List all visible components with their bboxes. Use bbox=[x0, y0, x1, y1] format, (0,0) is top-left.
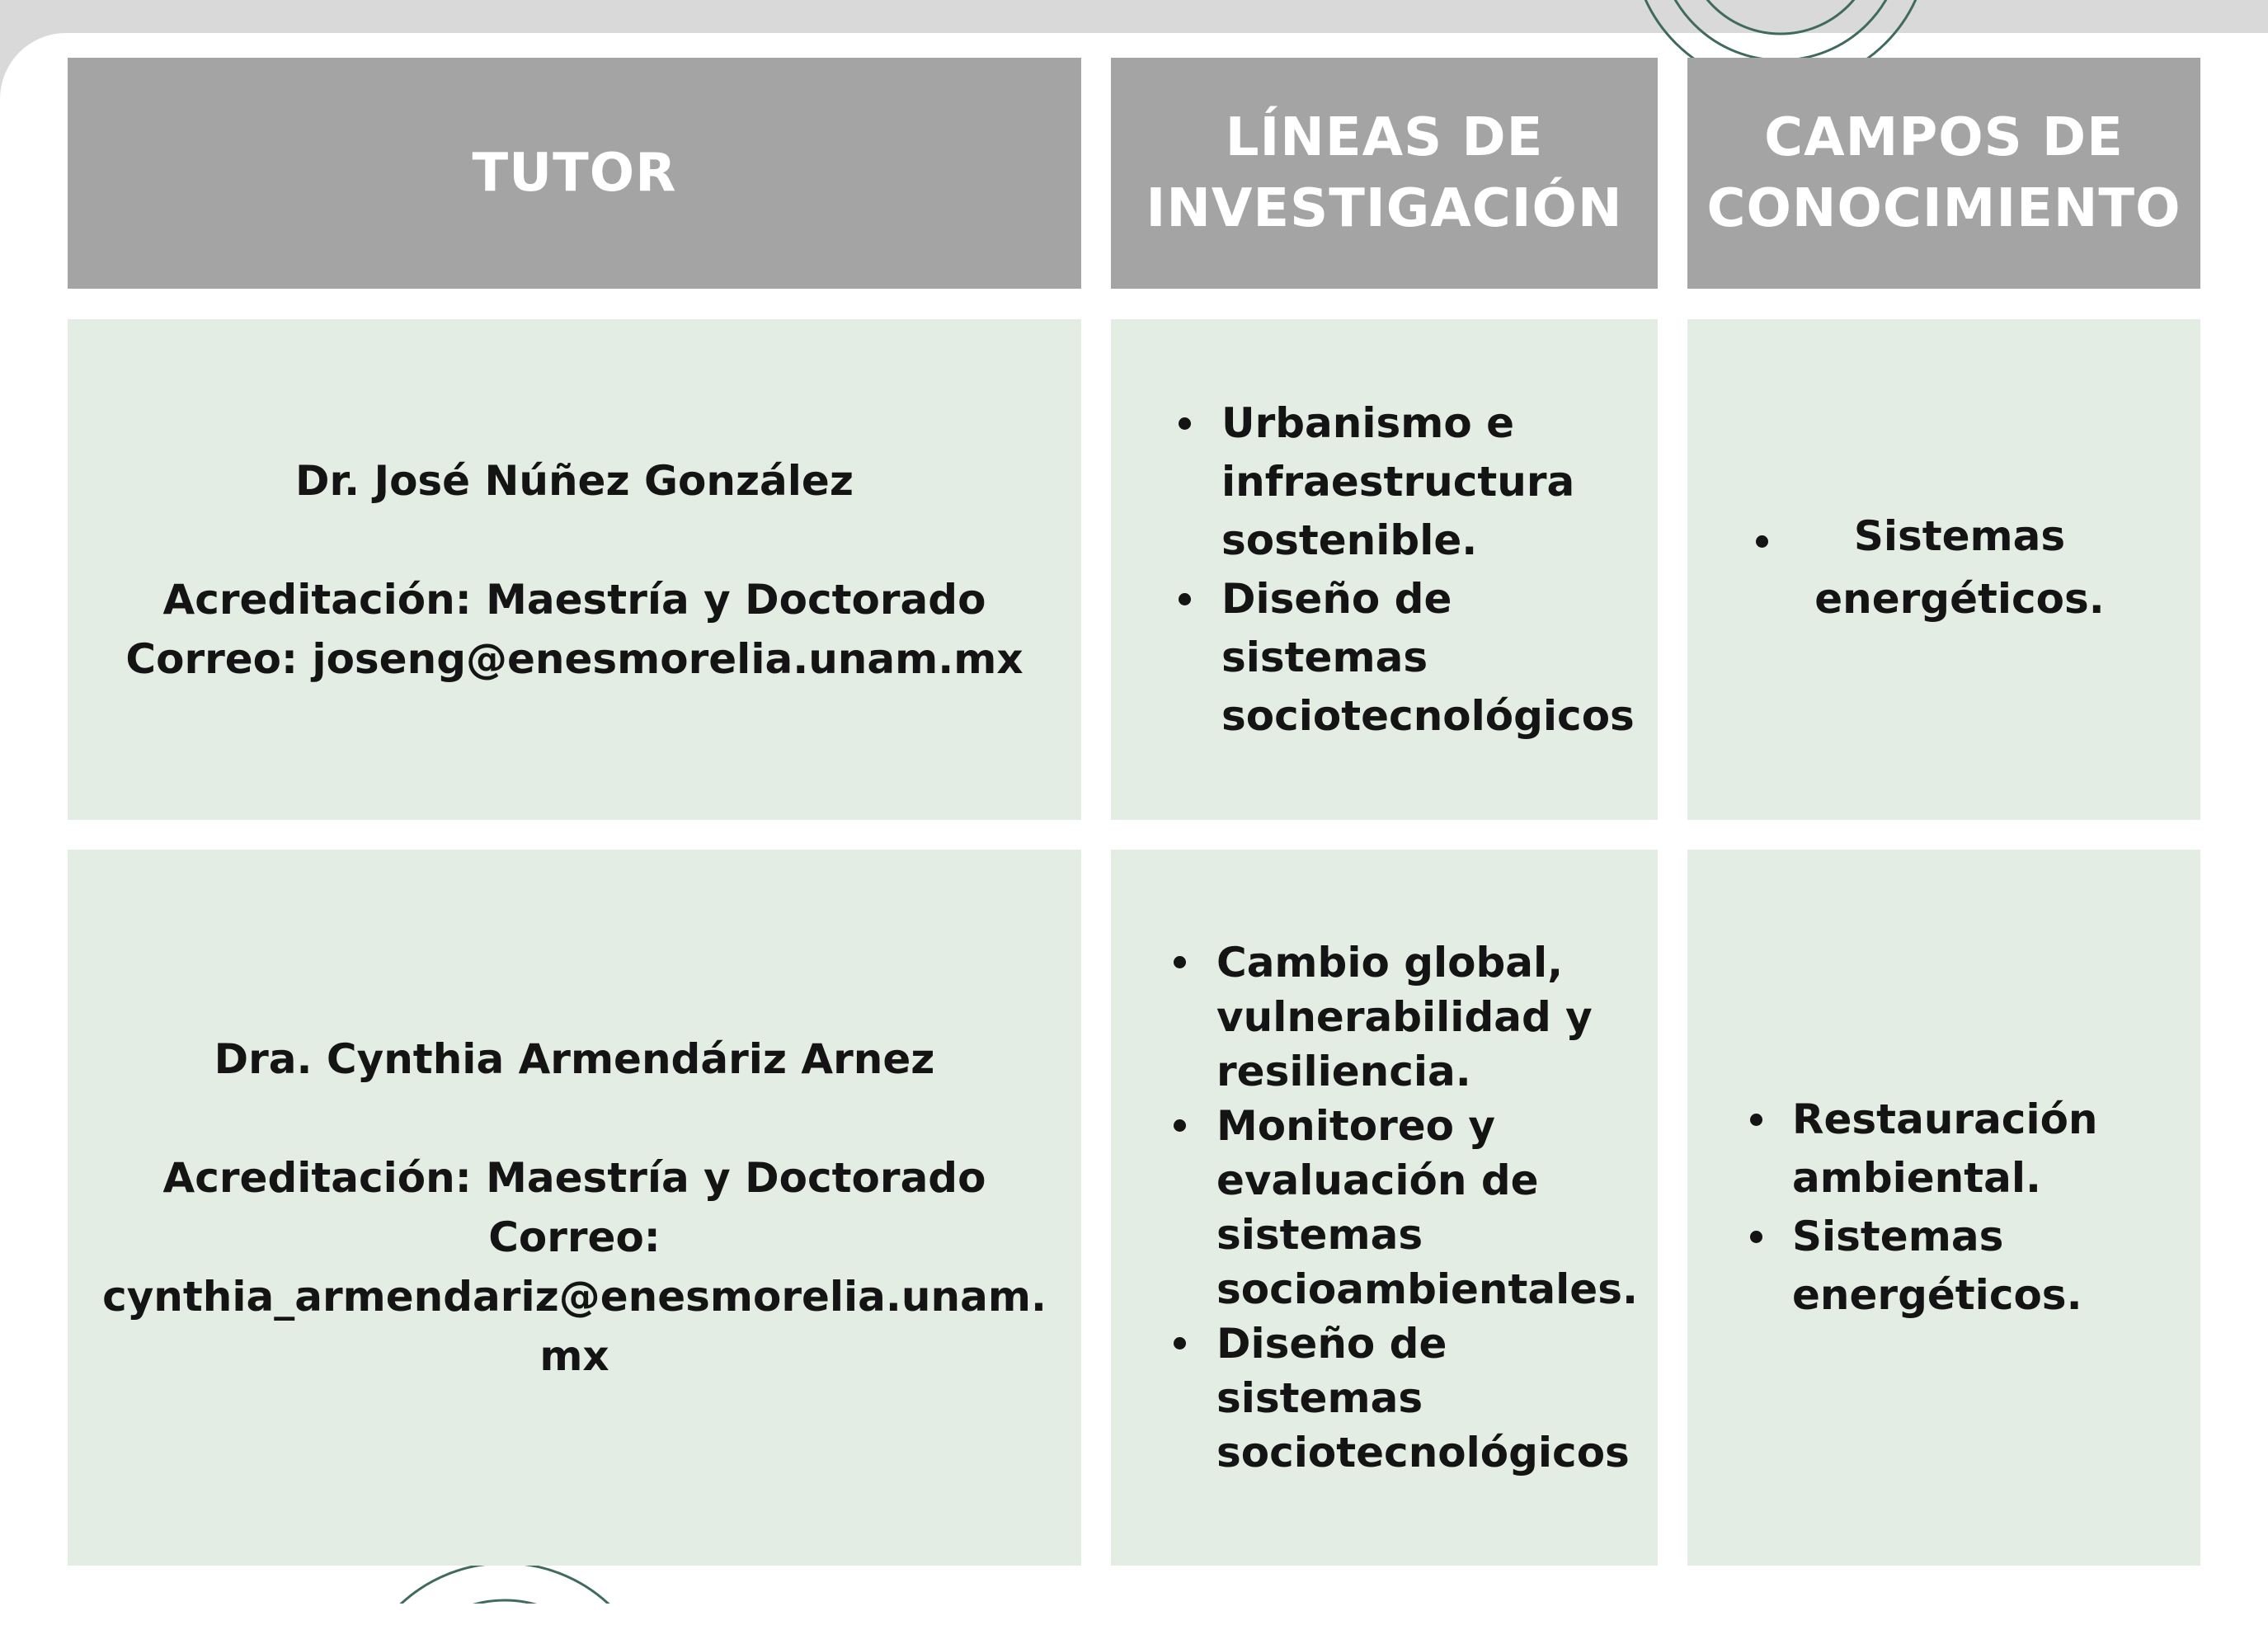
row-1-tutor-cell bbox=[68, 319, 1081, 820]
knowledge-fields-list bbox=[1792, 1090, 2098, 1325]
knowledge-field-item bbox=[1792, 1090, 2098, 1208]
list-item-line: Urbanismo e bbox=[1221, 398, 1515, 447]
list-item-line: energéticos. bbox=[1814, 575, 2105, 623]
row-2-research-lines-cell bbox=[1111, 850, 1658, 1566]
list-item-line: Monitoreo y bbox=[1216, 1102, 1496, 1150]
bullet-icon bbox=[1756, 535, 1768, 548]
list-item-line: Cambio global, bbox=[1216, 939, 1564, 987]
list-item-line: Sistemas bbox=[1792, 1213, 2004, 1260]
research-lines-list bbox=[1221, 394, 1635, 746]
header-lines-line-2: INVESTIGACIÓN bbox=[1146, 178, 1623, 239]
header-research-lines bbox=[1111, 58, 1658, 289]
list-item-line: sociotecnológicos bbox=[1221, 691, 1635, 740]
header-lines-line-1: LÍNEAS DE bbox=[1225, 107, 1544, 168]
header-knowledge-fields bbox=[1687, 58, 2200, 289]
list-item-line: infraestructura bbox=[1221, 457, 1575, 506]
row-1-research-lines-cell bbox=[1111, 319, 1658, 820]
tutor-email: Correo: joseng@enesmorelia.unam.mx bbox=[125, 634, 1023, 683]
header-fields-line-1: CAMPOS DE bbox=[1764, 107, 2124, 168]
knowledge-field-item bbox=[1803, 505, 2116, 630]
header-tutor-label: TUTOR bbox=[472, 143, 677, 204]
list-item-line: evaluación de bbox=[1216, 1156, 1539, 1204]
list-item-line: Sistemas bbox=[1853, 512, 2066, 560]
header-fields-line-2: CONOCIMIENTO bbox=[1706, 178, 2181, 239]
research-line-item bbox=[1216, 1316, 1658, 1480]
list-item-line: sistemas bbox=[1216, 1211, 1423, 1259]
tutor-accreditation: Acreditación: Maestría y Doctorado bbox=[162, 575, 986, 624]
list-item-line: sociotecnológicos bbox=[1216, 1429, 1630, 1477]
list-item-line: resiliencia. bbox=[1216, 1048, 1471, 1095]
row-2-knowledge-fields-cell bbox=[1687, 850, 2200, 1566]
tutor-accreditation: Acreditación: Maestría y Doctorado bbox=[162, 1154, 986, 1202]
list-item-line: vulnerabilidad y bbox=[1216, 993, 1593, 1041]
research-line-item bbox=[1221, 570, 1635, 746]
list-item-line: energéticos. bbox=[1792, 1271, 2082, 1319]
tutor-email: cynthia_armendariz@enesmorelia.unam. bbox=[102, 1273, 1047, 1321]
list-item-line: sistemas bbox=[1221, 633, 1428, 681]
list-item-line: socioambientales. bbox=[1216, 1265, 1638, 1313]
row-1-knowledge-fields-cell bbox=[1687, 319, 2200, 820]
row-2-tutor-cell bbox=[68, 850, 1081, 1566]
tutor-email-label: Correo: bbox=[488, 1213, 661, 1261]
tutor-name: Dra. Cynthia Armendáriz Arnez bbox=[214, 1035, 935, 1083]
research-line-item bbox=[1221, 394, 1635, 570]
list-item-line: Restauración bbox=[1792, 1095, 2098, 1143]
research-line-item bbox=[1216, 935, 1658, 1099]
research-line-item bbox=[1216, 1099, 1658, 1316]
knowledge-field-item bbox=[1792, 1208, 2098, 1325]
research-lines-list bbox=[1216, 935, 1658, 1480]
list-item-line: ambiental. bbox=[1792, 1154, 2042, 1202]
list-item-line: Diseño de sistemas bbox=[1216, 1320, 1447, 1422]
tutor-name: Dr. José Núñez González bbox=[295, 456, 854, 505]
header-tutor bbox=[68, 58, 1081, 289]
list-item-line: sostenible. bbox=[1221, 516, 1478, 564]
tutor-email-continued: mx bbox=[539, 1332, 609, 1380]
list-item-line: Diseño de bbox=[1221, 574, 1452, 623]
